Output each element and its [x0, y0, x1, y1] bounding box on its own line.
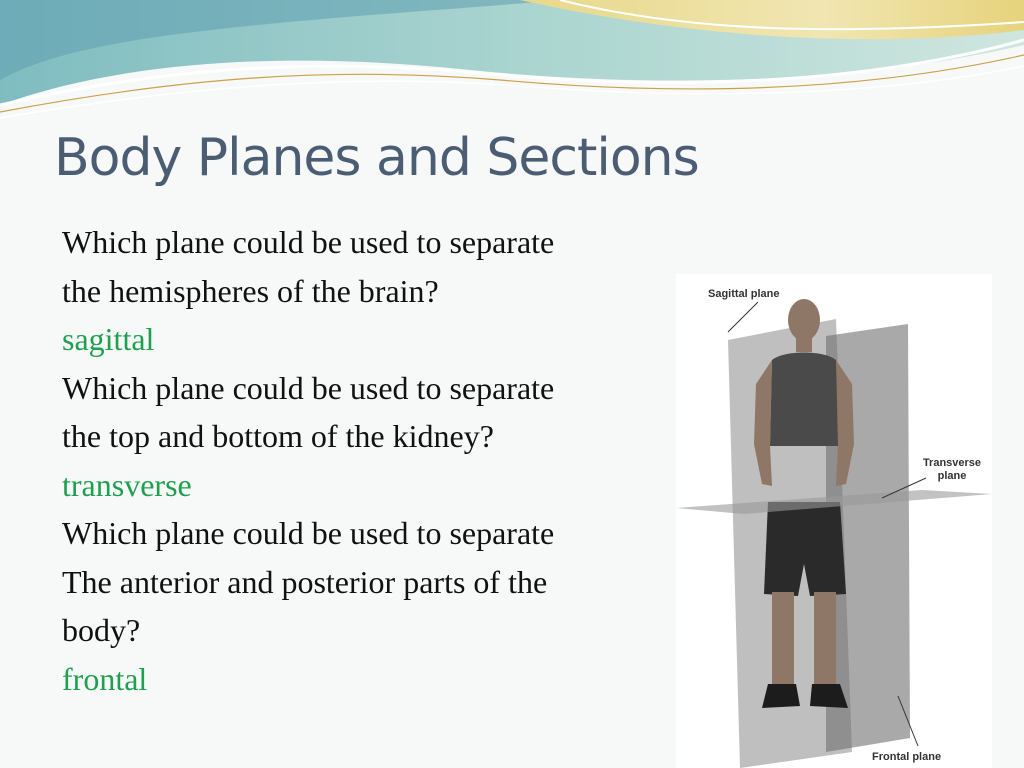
body-planes-illustration: [676, 274, 992, 768]
sagittal-pointer-line: [728, 302, 758, 332]
question-3-line-1: Which plane could be used to separate: [62, 515, 555, 551]
answer-2: transverse: [62, 466, 192, 503]
transverse-plane-label: [916, 457, 988, 483]
frontal-plane-label: Frontal plane: [872, 751, 942, 763]
question-2-line-1: Which plane could be used to separate: [62, 369, 555, 406]
qa-text-block: [62, 218, 682, 703]
answer-3: frontal: [62, 660, 148, 697]
question-2-line-2: the top and bottom of the kidney?: [62, 418, 494, 454]
header-wave-decoration: [0, 0, 1024, 130]
slide-title: Body Planes and Sections: [54, 128, 699, 188]
transverse-label-line-1: Transverse: [922, 457, 982, 469]
question-3-line-3: body?: [62, 612, 141, 648]
body-planes-figure: [676, 274, 992, 768]
question-1-line-2: the hemispheres of the brain?: [62, 272, 439, 309]
question-1-line-1: Which plane could be used to separate: [62, 224, 555, 260]
question-3-line-2: The anterior and posterior parts of the: [62, 563, 548, 600]
answer-1: sagittal: [62, 321, 155, 357]
transverse-label-line-2: plane: [937, 470, 967, 482]
sagittal-plane-label: Sagittal plane: [708, 288, 780, 300]
